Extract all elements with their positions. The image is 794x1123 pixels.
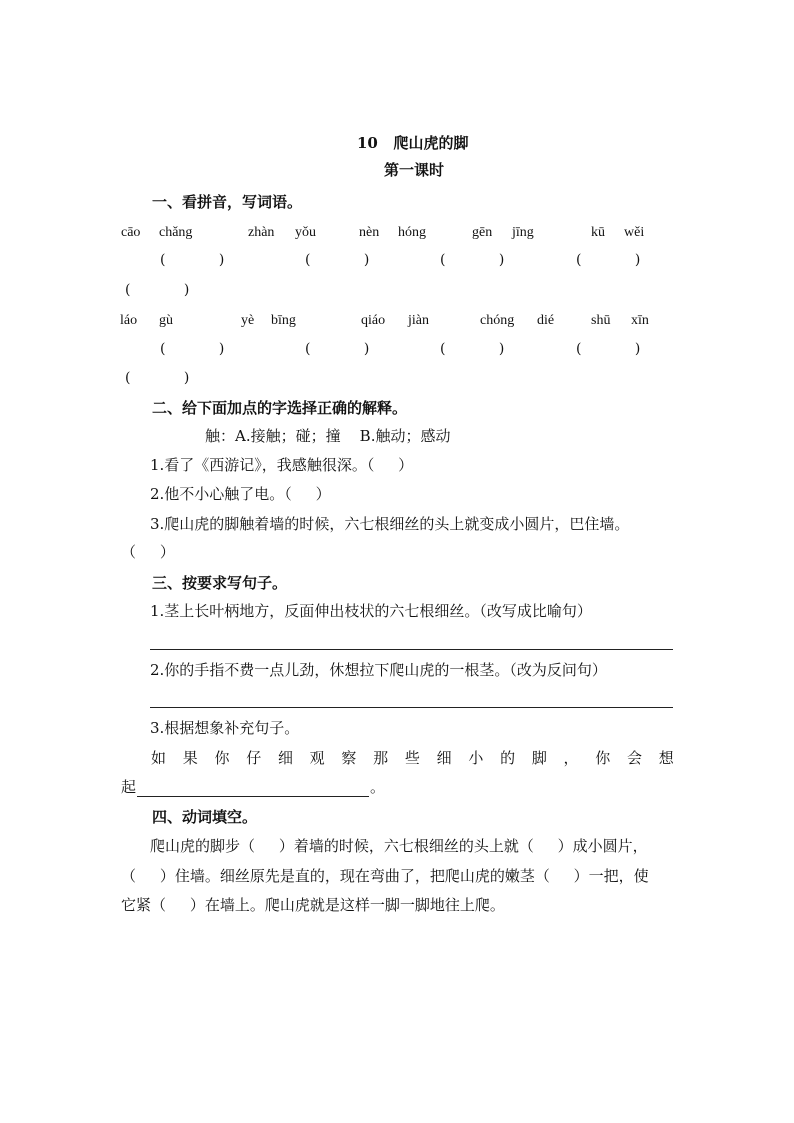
pinyin: bīng bbox=[271, 313, 296, 328]
pinyin: jīng bbox=[512, 225, 534, 240]
section-4-heading: 四、动词填空。 bbox=[152, 808, 258, 826]
passage-line-3: 它紧（ ）在墙上。爬山虎就是这样一脚一脚地往上爬。 bbox=[121, 896, 505, 914]
pinyin: chóng bbox=[480, 313, 515, 328]
sentence-char: 察 bbox=[341, 749, 357, 767]
pinyin: xīn bbox=[631, 313, 649, 328]
answer-line[interactable] bbox=[150, 649, 673, 650]
pinyin: yè bbox=[241, 313, 255, 328]
section-3-heading: 三、按要求写句子。 bbox=[152, 574, 288, 592]
sentence-char: 果 bbox=[182, 749, 198, 767]
sentence-char: 脚 bbox=[531, 749, 547, 767]
question-2-2: 2.他不小心触了电。（ ） bbox=[150, 485, 331, 503]
passage-line-2: （ ）住墙。细丝原先是直的，现在弯曲了，把爬山虎的嫩茎（ ）一把，使 bbox=[121, 867, 649, 885]
pinyin: nèn bbox=[359, 225, 380, 240]
sentence-char: 观 bbox=[309, 749, 325, 767]
pinyin: gēn bbox=[472, 225, 493, 240]
pinyin: gù bbox=[159, 313, 173, 328]
sentence-char: 想 bbox=[658, 749, 674, 767]
sentence-char: 如 bbox=[151, 749, 167, 767]
choice-options: 触：A.接触；碰；撞 B.触动；感动 bbox=[205, 427, 451, 445]
lesson-title: 10 爬山虎的脚 bbox=[357, 134, 469, 152]
question-3-2: 2.你的手指不费一点儿劲，休想拉下爬山虎的一根茎。（改为反问句） bbox=[150, 661, 607, 679]
question-2-3: 3.爬山虎的脚触着墙的时候，六七根细丝的头上就变成小圆片，巴住墙。 bbox=[150, 515, 630, 533]
question-3-3-sentence bbox=[151, 751, 674, 766]
question-3-3: 3.根据想象补充句子。 bbox=[150, 719, 300, 737]
answer-blank[interactable]: ( ) bbox=[576, 341, 641, 357]
pinyin: wěi bbox=[624, 225, 645, 240]
answer-blank[interactable]: ( ) bbox=[576, 252, 641, 268]
question-3-3-start: 起 bbox=[121, 778, 137, 796]
sentence-char: 你 bbox=[595, 749, 611, 767]
section-1-heading: 一、看拼音，写词语。 bbox=[152, 193, 303, 211]
sentence-char: 的 bbox=[500, 749, 516, 767]
sentence-char: 仔 bbox=[246, 749, 262, 767]
sentence-char: 你 bbox=[214, 749, 230, 767]
answer-blank[interactable]: ( ) bbox=[440, 341, 505, 357]
sentence-char: 些 bbox=[404, 749, 420, 767]
pinyin: qiáo bbox=[361, 313, 386, 328]
question-2-1: 1.看了《西游记》，我感触很深。（ ） bbox=[150, 456, 414, 474]
answer-blank[interactable]: ( ) bbox=[160, 252, 225, 268]
answer-blank[interactable]: ( ) bbox=[440, 252, 505, 268]
passage-line-1: 爬山虎的脚步（ ）着墙的时候，六七根细丝的头上就（ ）成小圆片， bbox=[150, 837, 648, 855]
question-3-3-end: 。 bbox=[370, 778, 386, 796]
pinyin: láo bbox=[120, 313, 138, 328]
section-2-heading: 二、给下面加点的字选择正确的解释。 bbox=[152, 399, 408, 417]
sentence-char: 那 bbox=[373, 749, 389, 767]
pinyin: chǎng bbox=[159, 225, 193, 240]
pinyin: zhàn bbox=[248, 225, 275, 240]
pinyin: cāo bbox=[121, 225, 141, 240]
answer-blank[interactable]: ( ) bbox=[125, 282, 190, 298]
answer-blank[interactable]: ( ) bbox=[305, 341, 370, 357]
question-3-1: 1.茎上长叶柄地方，反面伸出枝状的六七根细丝。（改写成比喻句） bbox=[150, 602, 592, 620]
answer-blank[interactable]: ( ) bbox=[305, 252, 370, 268]
pinyin: yǒu bbox=[295, 225, 316, 240]
pinyin: dié bbox=[537, 313, 555, 328]
lesson-subtitle: 第一课时 bbox=[384, 161, 445, 179]
answer-line[interactable] bbox=[150, 707, 673, 708]
sentence-char: 小 bbox=[468, 749, 484, 767]
sentence-char: 会 bbox=[627, 749, 643, 767]
pinyin: jiàn bbox=[408, 313, 429, 328]
sentence-char: 细 bbox=[436, 749, 452, 767]
question-2-3-answer[interactable]: （ ） bbox=[121, 543, 175, 561]
sentence-char: ， bbox=[563, 749, 579, 767]
answer-blank[interactable]: ( ) bbox=[125, 370, 190, 386]
answer-line[interactable] bbox=[137, 796, 369, 797]
pinyin: hóng bbox=[398, 225, 426, 240]
pinyin: kū bbox=[591, 225, 605, 240]
pinyin: shū bbox=[591, 313, 611, 328]
sentence-char: 细 bbox=[277, 749, 293, 767]
answer-blank[interactable]: ( ) bbox=[160, 341, 225, 357]
